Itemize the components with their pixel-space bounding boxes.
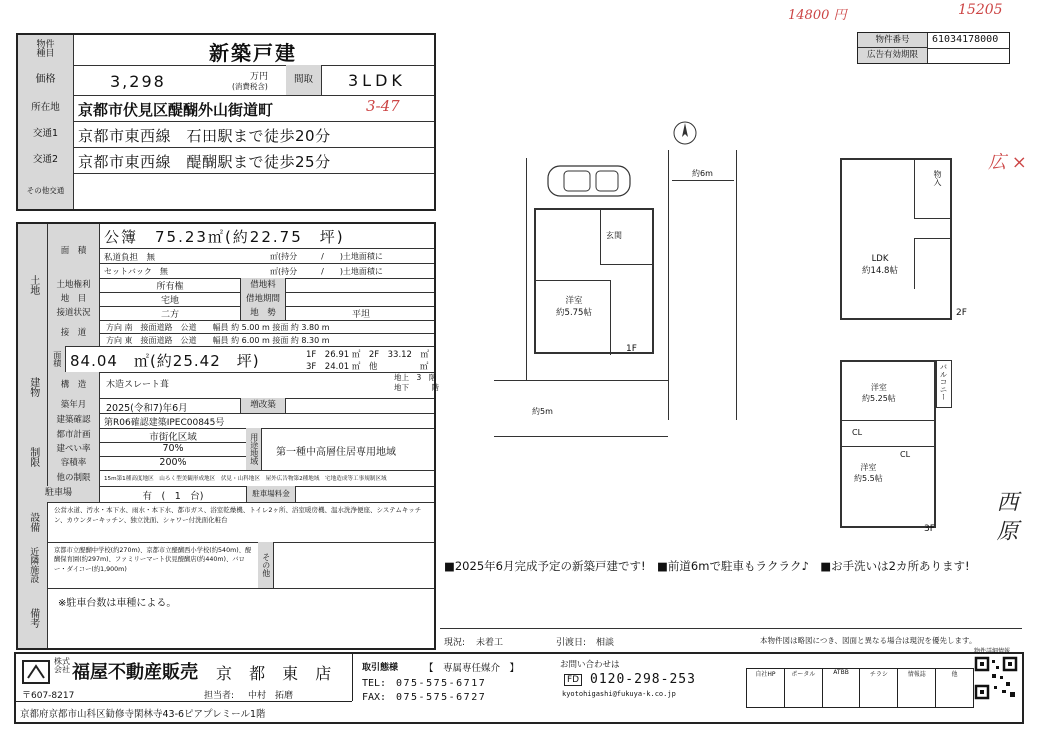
stamp-col-atbb: ATBB (823, 669, 861, 707)
page-title: 新築戸建 (209, 41, 297, 65)
surroundings-label: 近隣施設 (18, 542, 48, 588)
road-status-value: 二方 (160, 310, 179, 320)
structure-label: 構 造 (48, 372, 100, 398)
room-3f-western-2: 洋室 約5.5帖 (854, 463, 883, 483)
details-table (16, 222, 439, 650)
location-handwritten: 3-47 (366, 97, 400, 115)
kenpei-value: 70% (162, 443, 184, 454)
city-plan-value: 市街化区域 (149, 432, 197, 443)
location-label: 所在地 (18, 95, 74, 121)
property-number-box (857, 32, 1010, 64)
floor-area-2: 3F 24.01 ㎡ 他 ㎡ (306, 362, 429, 372)
building-area: 84.04 ㎡(約25.42 坪) (70, 352, 260, 370)
confirm-label: 建築確認 (48, 413, 100, 428)
building-area-label: 面積 (48, 346, 66, 372)
company-name: 福屋不動産販売 (72, 662, 198, 683)
qr-code-icon[interactable] (974, 656, 1018, 700)
room-3f-closet-2: CL (900, 450, 911, 459)
media-stamp-table (746, 668, 974, 708)
north-arrow-icon (672, 120, 698, 146)
handwritten-name-note: 西 原 (993, 490, 1018, 541)
corp-prefix: 株式 会社 (54, 657, 70, 674)
room-2f-ldk: LDK 約14.8帖 (862, 254, 898, 276)
city-plan-label: 都市計画 (48, 428, 100, 442)
remarks-label: 備考 (18, 588, 48, 648)
land-rights-label: 土地権利 (48, 278, 100, 292)
deal-value: 【 専属専任媒介 】 (424, 663, 520, 674)
equipment-label: 設備 (18, 502, 48, 542)
floor-area-1: 1F 26.91 ㎡ 2F 33.12 ㎡ (306, 350, 429, 360)
footer (14, 648, 1024, 724)
status-delivery-label: 引渡日: (556, 638, 587, 648)
private-road: 私道負担 無 (104, 253, 156, 263)
postal-code: 〒607-8217 (22, 691, 75, 701)
stamp-col-flyer: チラシ (860, 669, 898, 707)
fax-number: 075-575-6727 (396, 692, 487, 703)
stamp-col-hp: 自社HP (747, 669, 785, 707)
lease-period-label: 借地期間 (240, 292, 286, 306)
stories-value: 地上 3 階 地下 階 (394, 373, 439, 392)
equipment-value: 公営水道、汚水・本下水、雨水・本下水、都市ガス、浴室乾燥機、トイレ2ヶ所、浴室暖房機、温水洗浄便座、システムキッチン、カウンターキッチン、独立洗面、シャワー付洗面化粧台 (54, 506, 422, 524)
price-value: 3,298 (110, 72, 166, 91)
floorplan-area (440, 100, 1020, 540)
stamp-col-other: 他 (951, 671, 958, 678)
terrain-label: 地 勢 (240, 306, 286, 320)
transport-2-label: 交通2 (18, 147, 74, 173)
company-logo-icon (22, 660, 50, 684)
floor-1f-plan (534, 208, 654, 354)
header-info-table (16, 33, 436, 211)
road-width-top: 約6m (692, 169, 713, 178)
road-1: 方向 南 接面道路 公道 幅員 約 5.00 m 接面 約 3.80 m (106, 323, 330, 332)
madori-label: 間取 (286, 65, 322, 95)
parking-fee-label: 駐車場料金 (246, 486, 296, 502)
tel-number[interactable]: 075-575-6717 (396, 678, 487, 689)
madori-value: 3LDK (348, 71, 406, 90)
room-3f-balcony: バルコニー (939, 363, 948, 401)
property-number-label: 物件番号 (858, 33, 928, 48)
road-2: 方向 東 接面道路 公道 幅員 約 6.00 m 接面 約 8.30 m (106, 336, 330, 345)
promo-comments: ■2025年6月完成予定の新築戸建です! ■前道6mで駐車もラクラク♪ ■お手洗いは2カ所あります! (444, 559, 970, 573)
transport-1-value: 京都市東西線 石田駅まで徒歩20分 (78, 127, 331, 145)
land-section-label: 土地 (18, 224, 48, 346)
land-area-label: 面 積 (48, 224, 100, 278)
terrain-value: 平坦 (351, 310, 370, 320)
surroundings-value: 京都市立醍醐中学校(約270m)、京都市立醍醐西小学校(約540m)、醍醐保育園(約297m)、ファミリーマート伏見醍醐店(約440m)、バロー・ダイコー(約1,900m) (54, 547, 252, 573)
status-current-label: 現況: (444, 638, 466, 648)
room-1f-entrance: 玄関 (606, 231, 622, 240)
company-address: 京都府京都市山科区勧修寺閑林寺43-6ピアプレミール1階 (20, 709, 266, 720)
restriction-section-label: 制限 (18, 428, 48, 486)
road-status-label: 接道状況 (48, 306, 100, 320)
fax-label: FAX: (362, 692, 387, 703)
remarks-value: ※駐車台数は車種による。 (58, 598, 177, 609)
transport-1-label: 交通1 (18, 121, 74, 147)
room-3f-western-1: 洋室 約5.25帖 (862, 383, 896, 403)
confirm-value: 第R06確認建築IPEC00845号 (104, 418, 225, 428)
built-label: 築年月 (48, 398, 100, 413)
private-road-share: ㎡(持分 / )土地面積に (270, 252, 383, 261)
yoseki-label: 容積率 (48, 456, 100, 470)
floor-3f-plan (840, 360, 936, 528)
lease-fee-label: 借地料 (240, 278, 286, 292)
status-current: 未着工 (476, 638, 504, 648)
extension-label: 増改築 (240, 398, 286, 413)
status-delivery: 相談 (596, 638, 615, 648)
handwritten-price-note: 14800 円 (788, 8, 847, 23)
parking-label: 駐車場 (18, 486, 100, 502)
deal-label: 取引態様 (362, 663, 399, 673)
floor-2f-label: 2F (956, 308, 967, 318)
handwritten-side-note: 広 × (988, 152, 1027, 173)
price-unit: 万円 (250, 72, 269, 82)
other-restriction-value: 15m第1種高度地区 山ろく型美観形成地区 伏見・山科地区 屋外広告物第2種地域 宅地造成等工事規制区域 (104, 476, 387, 482)
room-1f-western: 洋室 約5.75帖 (556, 296, 592, 318)
price-label: 価格 (18, 65, 74, 95)
handwritten-number-note: 15205 (958, 2, 1003, 18)
stamp-col-magazine: 情報誌 (898, 669, 936, 707)
road-width-side: 約5m (532, 407, 553, 416)
room-3f-closet-1: CL (852, 428, 863, 437)
room-2f-storage: 物入 (933, 170, 942, 186)
freedial-icon: FD (564, 674, 582, 686)
yoseki-value: 200% (159, 457, 187, 468)
building-section-label: 建物 (18, 346, 48, 428)
tel-label: TEL: (362, 678, 387, 689)
ad-expiry-label: 広告有効期限 (858, 48, 928, 63)
contact-email[interactable]: kyotohigashi@fukuya-k.co.jp (562, 690, 676, 698)
freedial-number[interactable]: 0120-298-253 (590, 672, 696, 687)
floor-1f-label: 1F (626, 344, 637, 354)
built-value: 2025(令和7)年6月 (106, 403, 188, 414)
parking-value: 有 ( 1 台) (142, 491, 204, 502)
price-tax-note: (消費税含) (232, 82, 268, 91)
qr-label: 物件詳細情報 (974, 648, 1011, 655)
use-zone-label: 用途地域 (246, 428, 262, 470)
staff-name: 中村 拓磨 (248, 691, 294, 701)
property-number-value: 61034178000 (932, 34, 999, 45)
other-restriction-label: 他の制限 (48, 470, 100, 486)
setback-share: ㎡(持分 / )土地面積に (270, 267, 383, 276)
contact-label: お問い合わせは (560, 660, 620, 670)
land-area-main: 公簿 75.23㎡(約22.75 坪) (104, 228, 345, 246)
chimoku-label: 地 目 (48, 292, 100, 306)
transport-2-value: 京都市東西線 醍醐駅まで徒歩25分 (78, 153, 331, 171)
land-rights-value: 所有権 (156, 282, 184, 292)
kenpei-label: 建ぺい率 (48, 442, 100, 456)
setback: セットバック 無 (104, 267, 168, 276)
stamp-col-portal: ポータル (785, 669, 823, 707)
disclaimer: 本物件図は略図につき、図面と異なる場合は現況を優先します。 (760, 636, 977, 645)
floor-2f-plan (840, 158, 952, 320)
type-label: 物件 種目 (18, 35, 74, 65)
surroundings-other-label: その他 (258, 542, 274, 588)
transport-other-label: その他交通 (18, 173, 74, 209)
road-label: 接 道 (48, 320, 100, 346)
car-icon (546, 162, 632, 200)
location-value: 京都市伏見区醍醐外山街道町 (78, 101, 274, 119)
structure-value: 木造スレート葺 (106, 380, 170, 390)
branch-name: 京 都 東 店 (216, 664, 338, 683)
chimoku-value: 宅地 (160, 296, 179, 306)
floor-3f-label: 3F (924, 524, 935, 534)
use-zone-value: 第一種中高層住居専用地域 (276, 447, 396, 458)
staff-label: 担当者: (204, 691, 235, 701)
